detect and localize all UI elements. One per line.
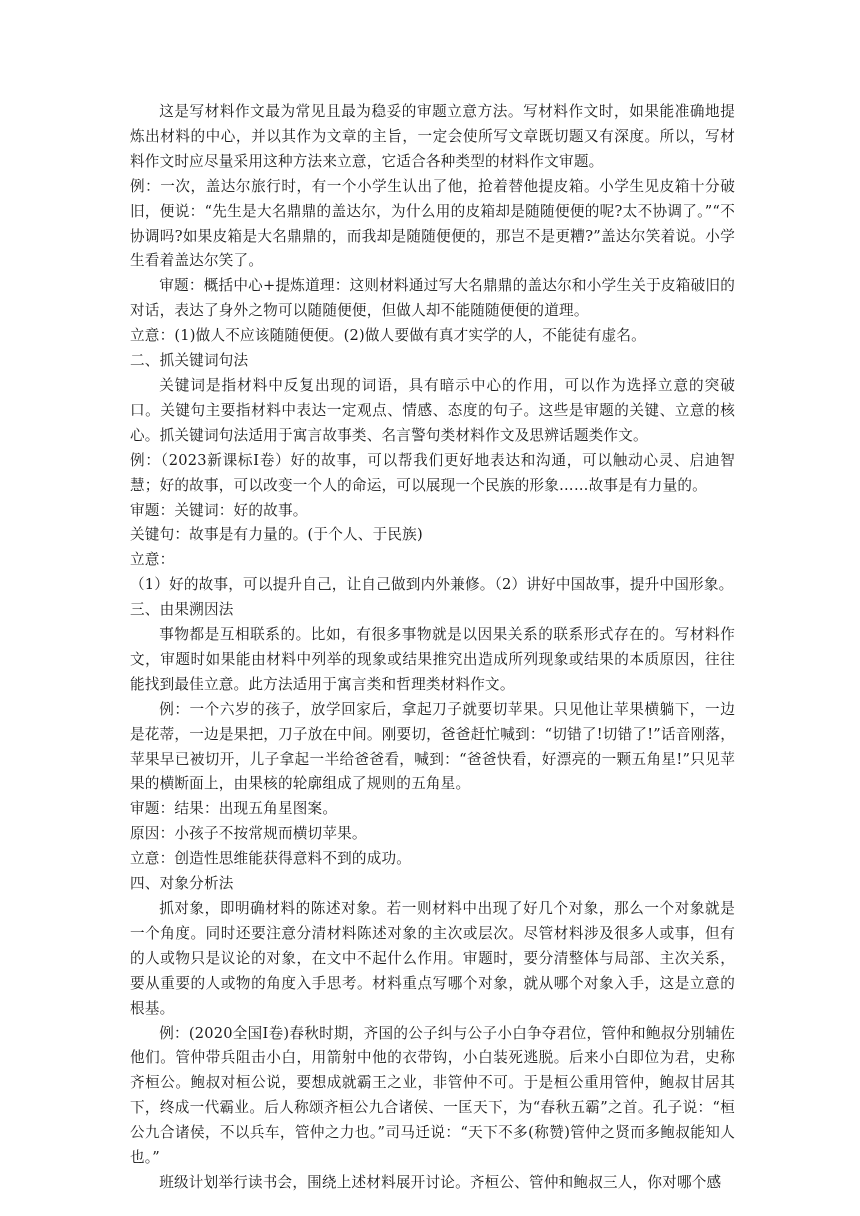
paragraph-object-analysis-intro: 抓对象，即明确材料的陈述对象。若一则材料中出现了好几个对象，那么一个对象就是一个角度。同时还要注意分清材料陈述对象的主次或层次。尽管材料涉及很多人或事，但有的人或物只是议论的对象，在文中不起什么作用。审题时，要分清整体与局部、主次关系，要从重要的人或物的角度入手思考。材料重点写哪个对象，就从哪个对象入手，这是立意的根基。	[130, 900, 735, 1017]
paragraph-method-intro: 这是写材料作文最为常见且最为稳妥的审题立意方法。写材料作文时，如果能准确地提炼出材料的中心，并以其作为文章的主旨，一定会使所写文章既切题又有深度。所以，写材料作文时应尽量采用这种方法来立意，它适合各种类型的材料作文审题。	[130, 103, 735, 170]
paragraph-analysis-gaidaer: 审题：概括中心+提炼道理：这则材料通过写大名鼎鼎的盖达尔和小学生关于皮箱破旧的对话，表达了身外之物可以随随便便，但做人却不能随随便便的道理。	[130, 277, 735, 320]
paragraph-key-sentence: 关键句：故事是有力量的。(于个人、于民族)	[130, 526, 423, 544]
paragraph-example-story: 例：（2023新课标Ⅰ卷）好的故事，可以帮我们更好地表达和沟通，可以触动心灵、启迪智慧；好的故事，可以改变一个人的命运，可以展现一个民族的形象……故事是有力量的。	[130, 451, 735, 494]
paragraph-reading-club: 班级计划举行读书会，围绕上述材料展开讨论。齐桓公、管仲和鲍叔三人，你对哪个感	[159, 1173, 722, 1191]
paragraph-analysis-cause: 原因：小孩子不按常规而横切苹果。	[130, 825, 367, 843]
paragraph-thesis-apple: 立意：创造性思维能获得意料不到的成功。	[130, 850, 412, 868]
paragraph-thesis-label: 立意：	[130, 551, 175, 569]
paragraph-cause-effect-intro: 事物都是互相联系的。比如，有很多事物就是以因果关系的联系形式存在的。写材料作文，审题时如果能由材料中列举的现象或结果推究出造成所列现象或结果的本质原因，往往能找到最佳立意。此方法适用于寓言类和哲理类材料作文。	[130, 626, 735, 693]
paragraph-thesis-gaidaer: 立意：(1)做人不应该随随便便。(2)做人要做有真才实学的人，不能徒有虚名。	[130, 327, 646, 345]
paragraph-example-apple: 例：一个六岁的孩子，放学回家后，拿起刀子就要切苹果。只见他让苹果横躺下，一边是花蒂，一边是果把，刀子放在中间。刚要切，爸爸赶忙喊到：“切错了!切错了!”话音刚落，苹果早已被切开，儿子拿起一半给爸爸看，喊到：“爸爸快看，好漂亮的一颗五角星!”只见苹果的横断面上，由果核的轮廓组成了规则的五角星。	[130, 700, 735, 793]
paragraph-keywords-intro: 关键词是指材料中反复出现的词语，具有暗示中心的作用，可以作为选择立意的突破口。关键句主要指材料中表达一定观点、情感、态度的句子。这些是审题的关键、立意的核心。抓关键词句法适用于寓言故事类、名言警句类材料作文及思辨话题类作文。	[130, 376, 735, 444]
paragraph-thesis-story: （1）好的故事，可以提升自己，让自己做到内外兼修。（2）讲好中国故事，提升中国形象。	[130, 576, 734, 594]
section-heading-cause-effect: 三、由果溯因法	[130, 601, 234, 619]
paragraph-analysis-result: 审题：结果：出现五角星图案。	[130, 800, 338, 818]
document-page	[130, 100, 735, 1196]
paragraph-example-gaidaer: 例：一次，盖达尔旅行时，有一个小学生认出了他，抢着替他提皮箱。小学生见皮箱十分破旧，便说：“先生是大名鼎鼎的盖达尔，为什么用的皮箱却是随随便便的呢?太不协调了。”“不协调吗?如果皮箱是大名鼎鼎的，而我却是随随便便的，那岂不是更糟?”盖达尔笑着说。小学生看着盖达尔笑了。	[130, 177, 735, 270]
paragraph-example-guanzhong: 例：(2020全国Ⅰ卷)春秋时期，齐国的公子纠与公子小白争夺君位，管仲和鲍叔分别辅佐他们。管仲带兵阻击小白，用箭射中他的衣带钩，小白装死逃脱。后来小白即位为君，史称齐桓公。鲍叔对桓公说，要想成就霸王之业，非管仲不可。于是桓公重用管仲，鲍叔甘居其下，终成一代霸业。后人称颂齐桓公九合诸侯、一匡天下，为“春秋五霸”之首。孔子说：“桓公九合诸侯，不以兵车，管仲之力也。”司马迁说：“天下不多(称赞)管仲之贤而多鲍叔能知人也。”	[130, 1024, 735, 1167]
section-heading-object-analysis: 四、对象分析法	[130, 875, 234, 893]
paragraph-analysis-keyword: 审题：关键词：好的故事。	[130, 501, 308, 519]
section-heading-keywords: 二、抓关键词句法	[130, 352, 249, 370]
